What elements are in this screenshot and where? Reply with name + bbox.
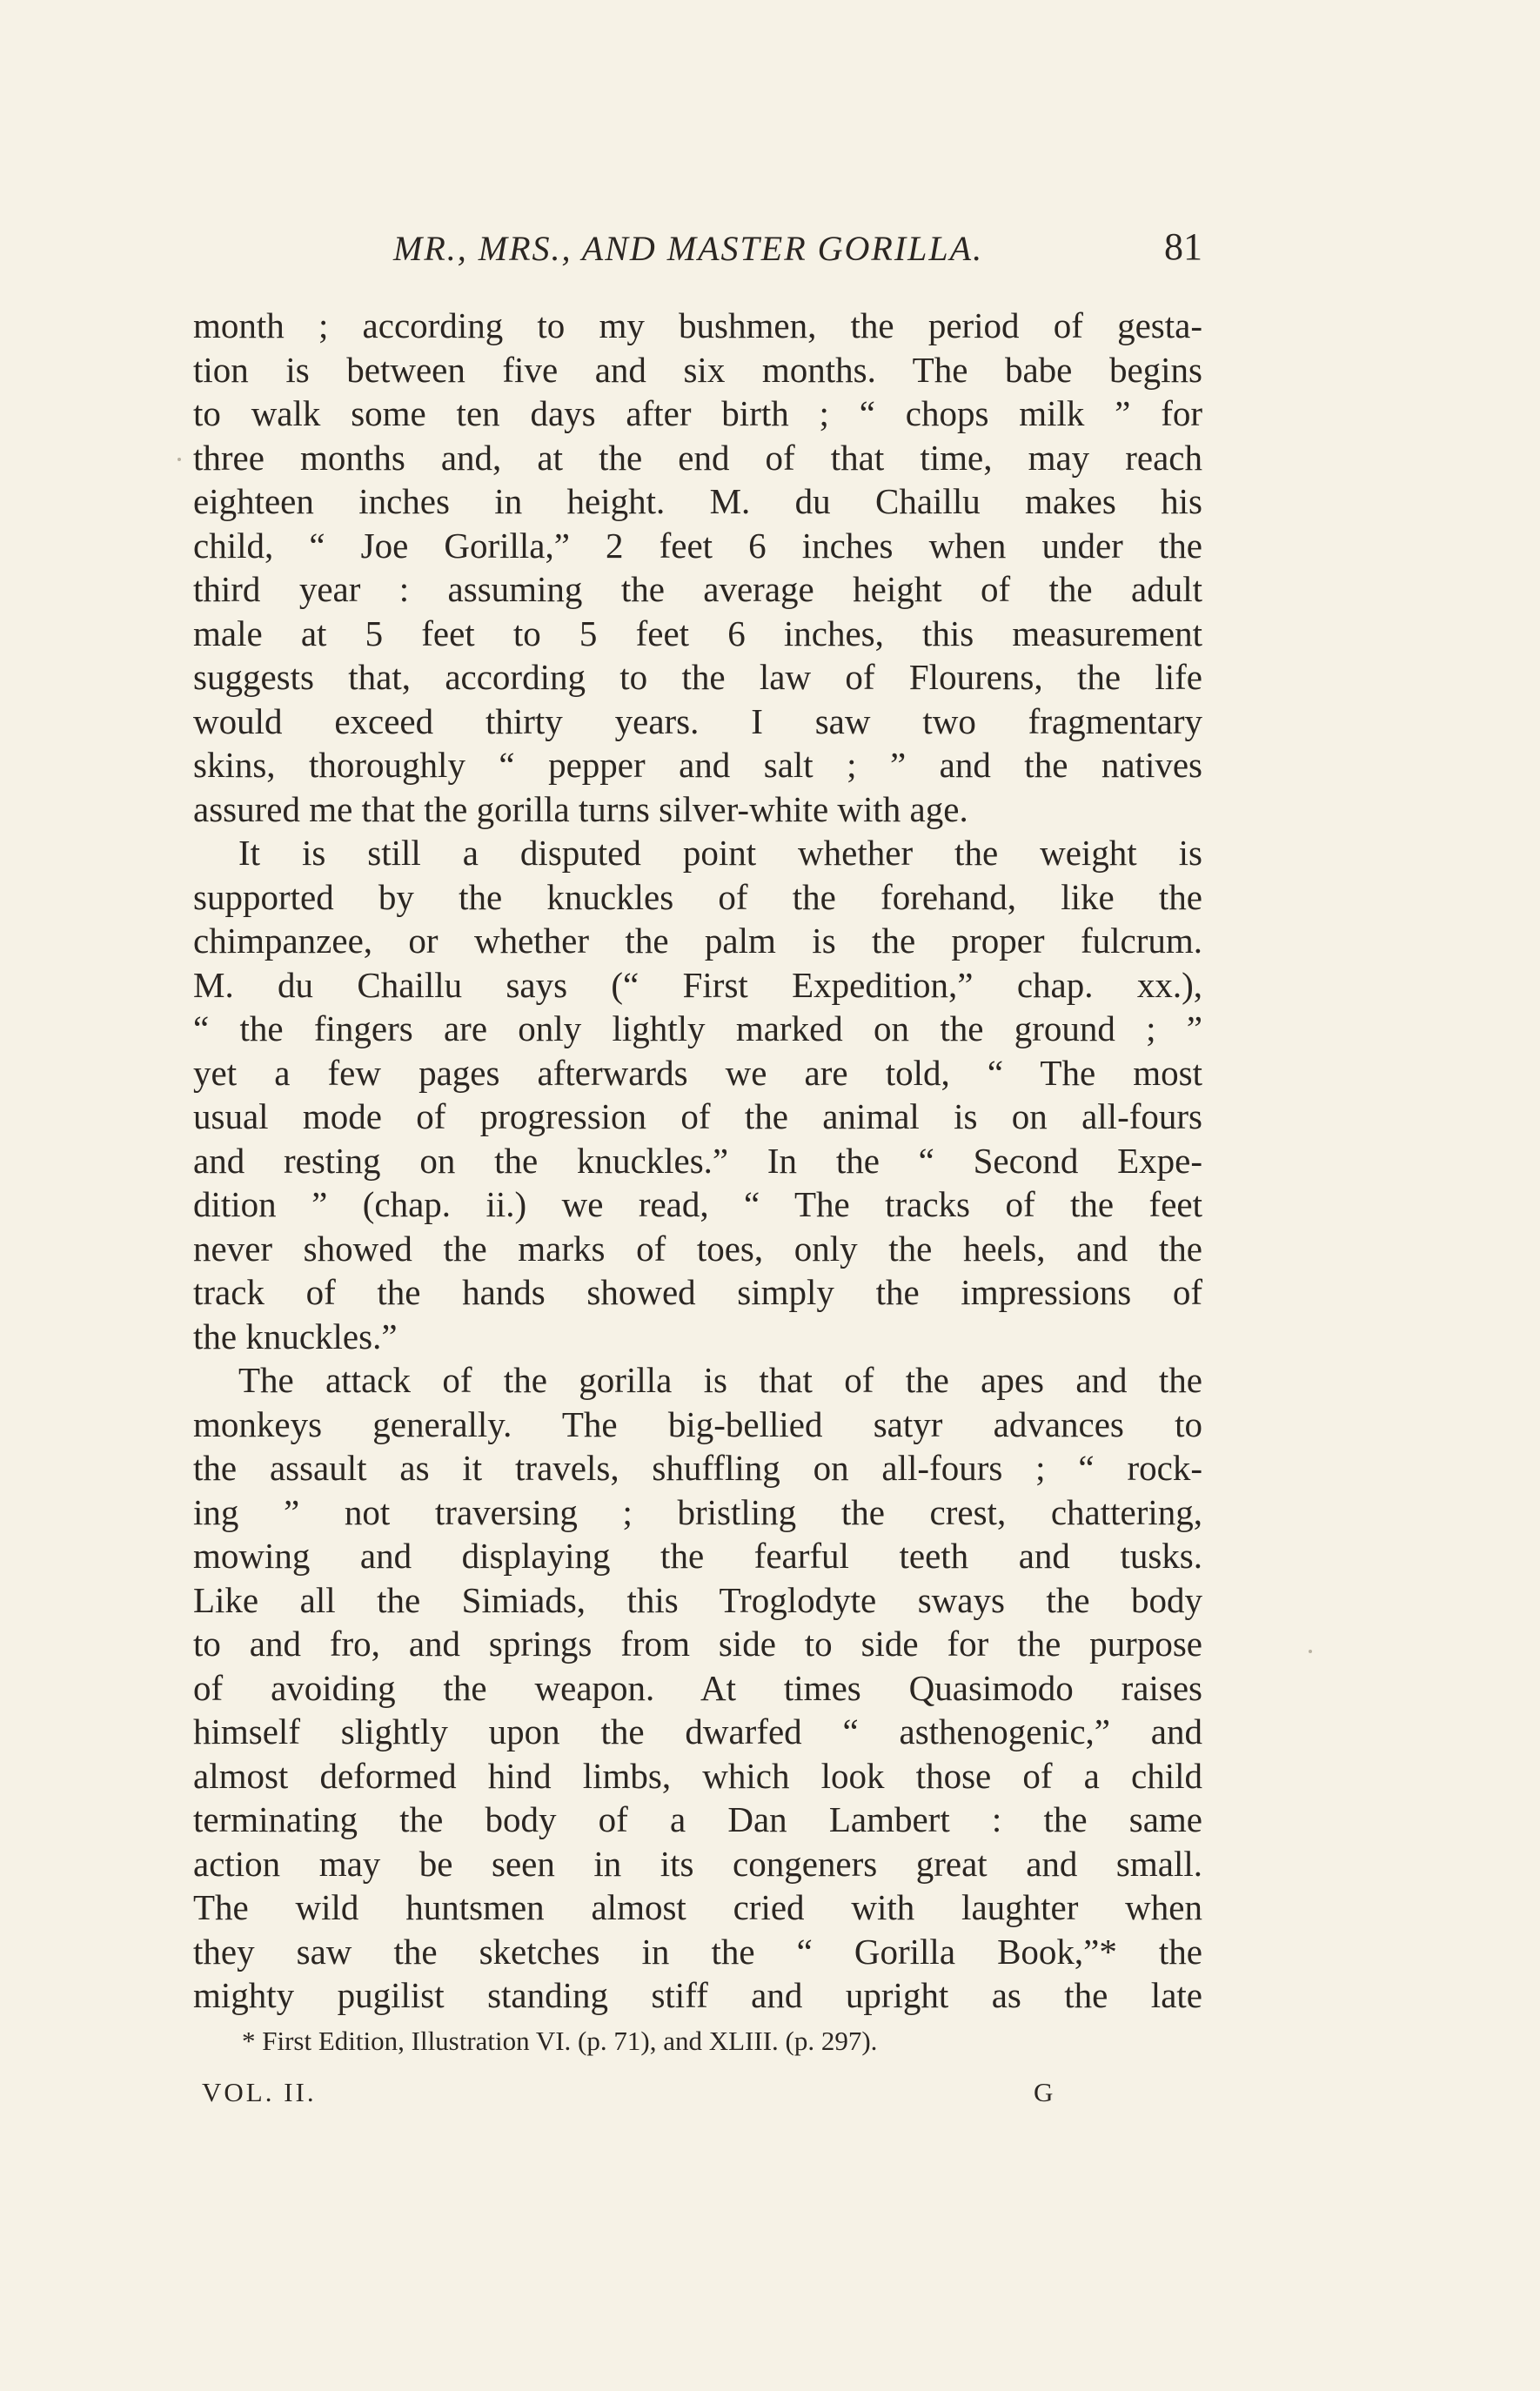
text-line: male at 5 feet to 5 feet 6 inches, this measurement [193, 613, 1202, 653]
volume-label: VOL. II. [202, 2077, 317, 2107]
text-line: would exceed thirty years. I saw two fragmentary [193, 700, 1202, 741]
text-line: “ the fingers are only lightly marked on the ground ; ” [193, 1008, 1202, 1048]
text-line: almost deformed hind limbs, which look those of a child [193, 1755, 1202, 1796]
text-line: himself slightly upon the dwarfed “ asthenogenic,” and [193, 1711, 1202, 1751]
running-title: MR., MRS., AND MASTER GORILLA. [393, 229, 984, 268]
body-text [193, 304, 1202, 2018]
text-line: dition ” (chap. ii.) we read, “ The tracks of the feet [193, 1184, 1202, 1224]
margin-speck [177, 458, 181, 461]
text-line: month ; according to my bushmen, the period of gesta- [193, 305, 1202, 345]
text-line: assured me that the gorilla turns silver-white with age. [193, 788, 968, 829]
text-line: ing ” not traversing ; bristling the crest, chattering, [193, 1491, 1202, 1532]
page-number: 81 [1164, 225, 1202, 268]
text-line: chimpanzee, or whether the palm is the proper fulcrum. [193, 921, 1202, 961]
text-line: the knuckles.” [193, 1316, 398, 1356]
text-line: action may be seen in its congeners great and small. [193, 1843, 1202, 1884]
text-line: track of the hands showed simply the impressions of [193, 1272, 1202, 1312]
text-line: and resting on the knuckles.” In the “ Second Expe- [193, 1140, 1202, 1181]
running-header [193, 225, 1202, 280]
text-line: mowing and displaying the fearful teeth and tusks. [193, 1536, 1202, 1576]
text-line: the assault as it travels, shuffling on all-fours ; “ rock- [193, 1448, 1202, 1488]
margin-speck [1309, 1650, 1312, 1653]
signature-mark: G [1034, 2077, 1054, 2107]
text-line: three months and, at the end of that time, may reach [193, 437, 1202, 478]
text-line: Like all the Simiads, this Troglodyte sways the body [193, 1579, 1202, 1620]
text-line: terminating the body of a Dan Lambert : the same [193, 1799, 1202, 1839]
paragraph-start-line: The attack of the gorilla is that of the apes and the [238, 1360, 1202, 1400]
paragraph-start-line: It is still a disputed point whether the weight is [238, 833, 1202, 873]
text-line: child, “ Joe Gorilla,” 2 feet 6 inches when under the [193, 525, 1202, 566]
text-line: tion is between five and six months. The babe begins [193, 349, 1202, 390]
text-line: mighty pugilist standing stiff and upright as the late [193, 1975, 1202, 2015]
text-line: to walk some ten days after birth ; “ chops milk ” for [193, 393, 1202, 433]
text-line: third year : assuming the average height of the adult [193, 569, 1202, 609]
text-line: never showed the marks of toes, only the heels, and the [193, 1228, 1202, 1269]
text-line: they saw the sketches in the “ Gorilla Book,”* the [193, 1931, 1202, 1972]
text-line: monkeys generally. The big-bellied satyr advances to [193, 1403, 1202, 1444]
text-line: skins, thoroughly “ pepper and salt ; ” and the natives [193, 745, 1202, 785]
text-line: usual mode of progression of the animal is on all-fours [193, 1096, 1202, 1136]
text-line: M. du Chaillu says (“ First Expedition,” chap. xx.), [193, 964, 1202, 1005]
footnote: * First Edition, Illustration VI. (p. 71), and XLIII. (p. 297). [242, 2026, 878, 2056]
text-line: The wild huntsmen almost cried with laughter when [193, 1887, 1202, 1927]
text-line: to and fro, and springs from side to side for the purpose [193, 1624, 1202, 1664]
text-line: yet a few pages afterwards we are told, “ The most [193, 1052, 1202, 1093]
text-line: suggests that, according to the law of Flourens, the life [193, 657, 1202, 697]
text-line: eighteen inches in height. M. du Chaillu makes his [193, 481, 1202, 521]
text-line: of avoiding the weapon. At times Quasimodo raises [193, 1667, 1202, 1708]
text-line: supported by the knuckles of the forehand, like the [193, 876, 1202, 917]
